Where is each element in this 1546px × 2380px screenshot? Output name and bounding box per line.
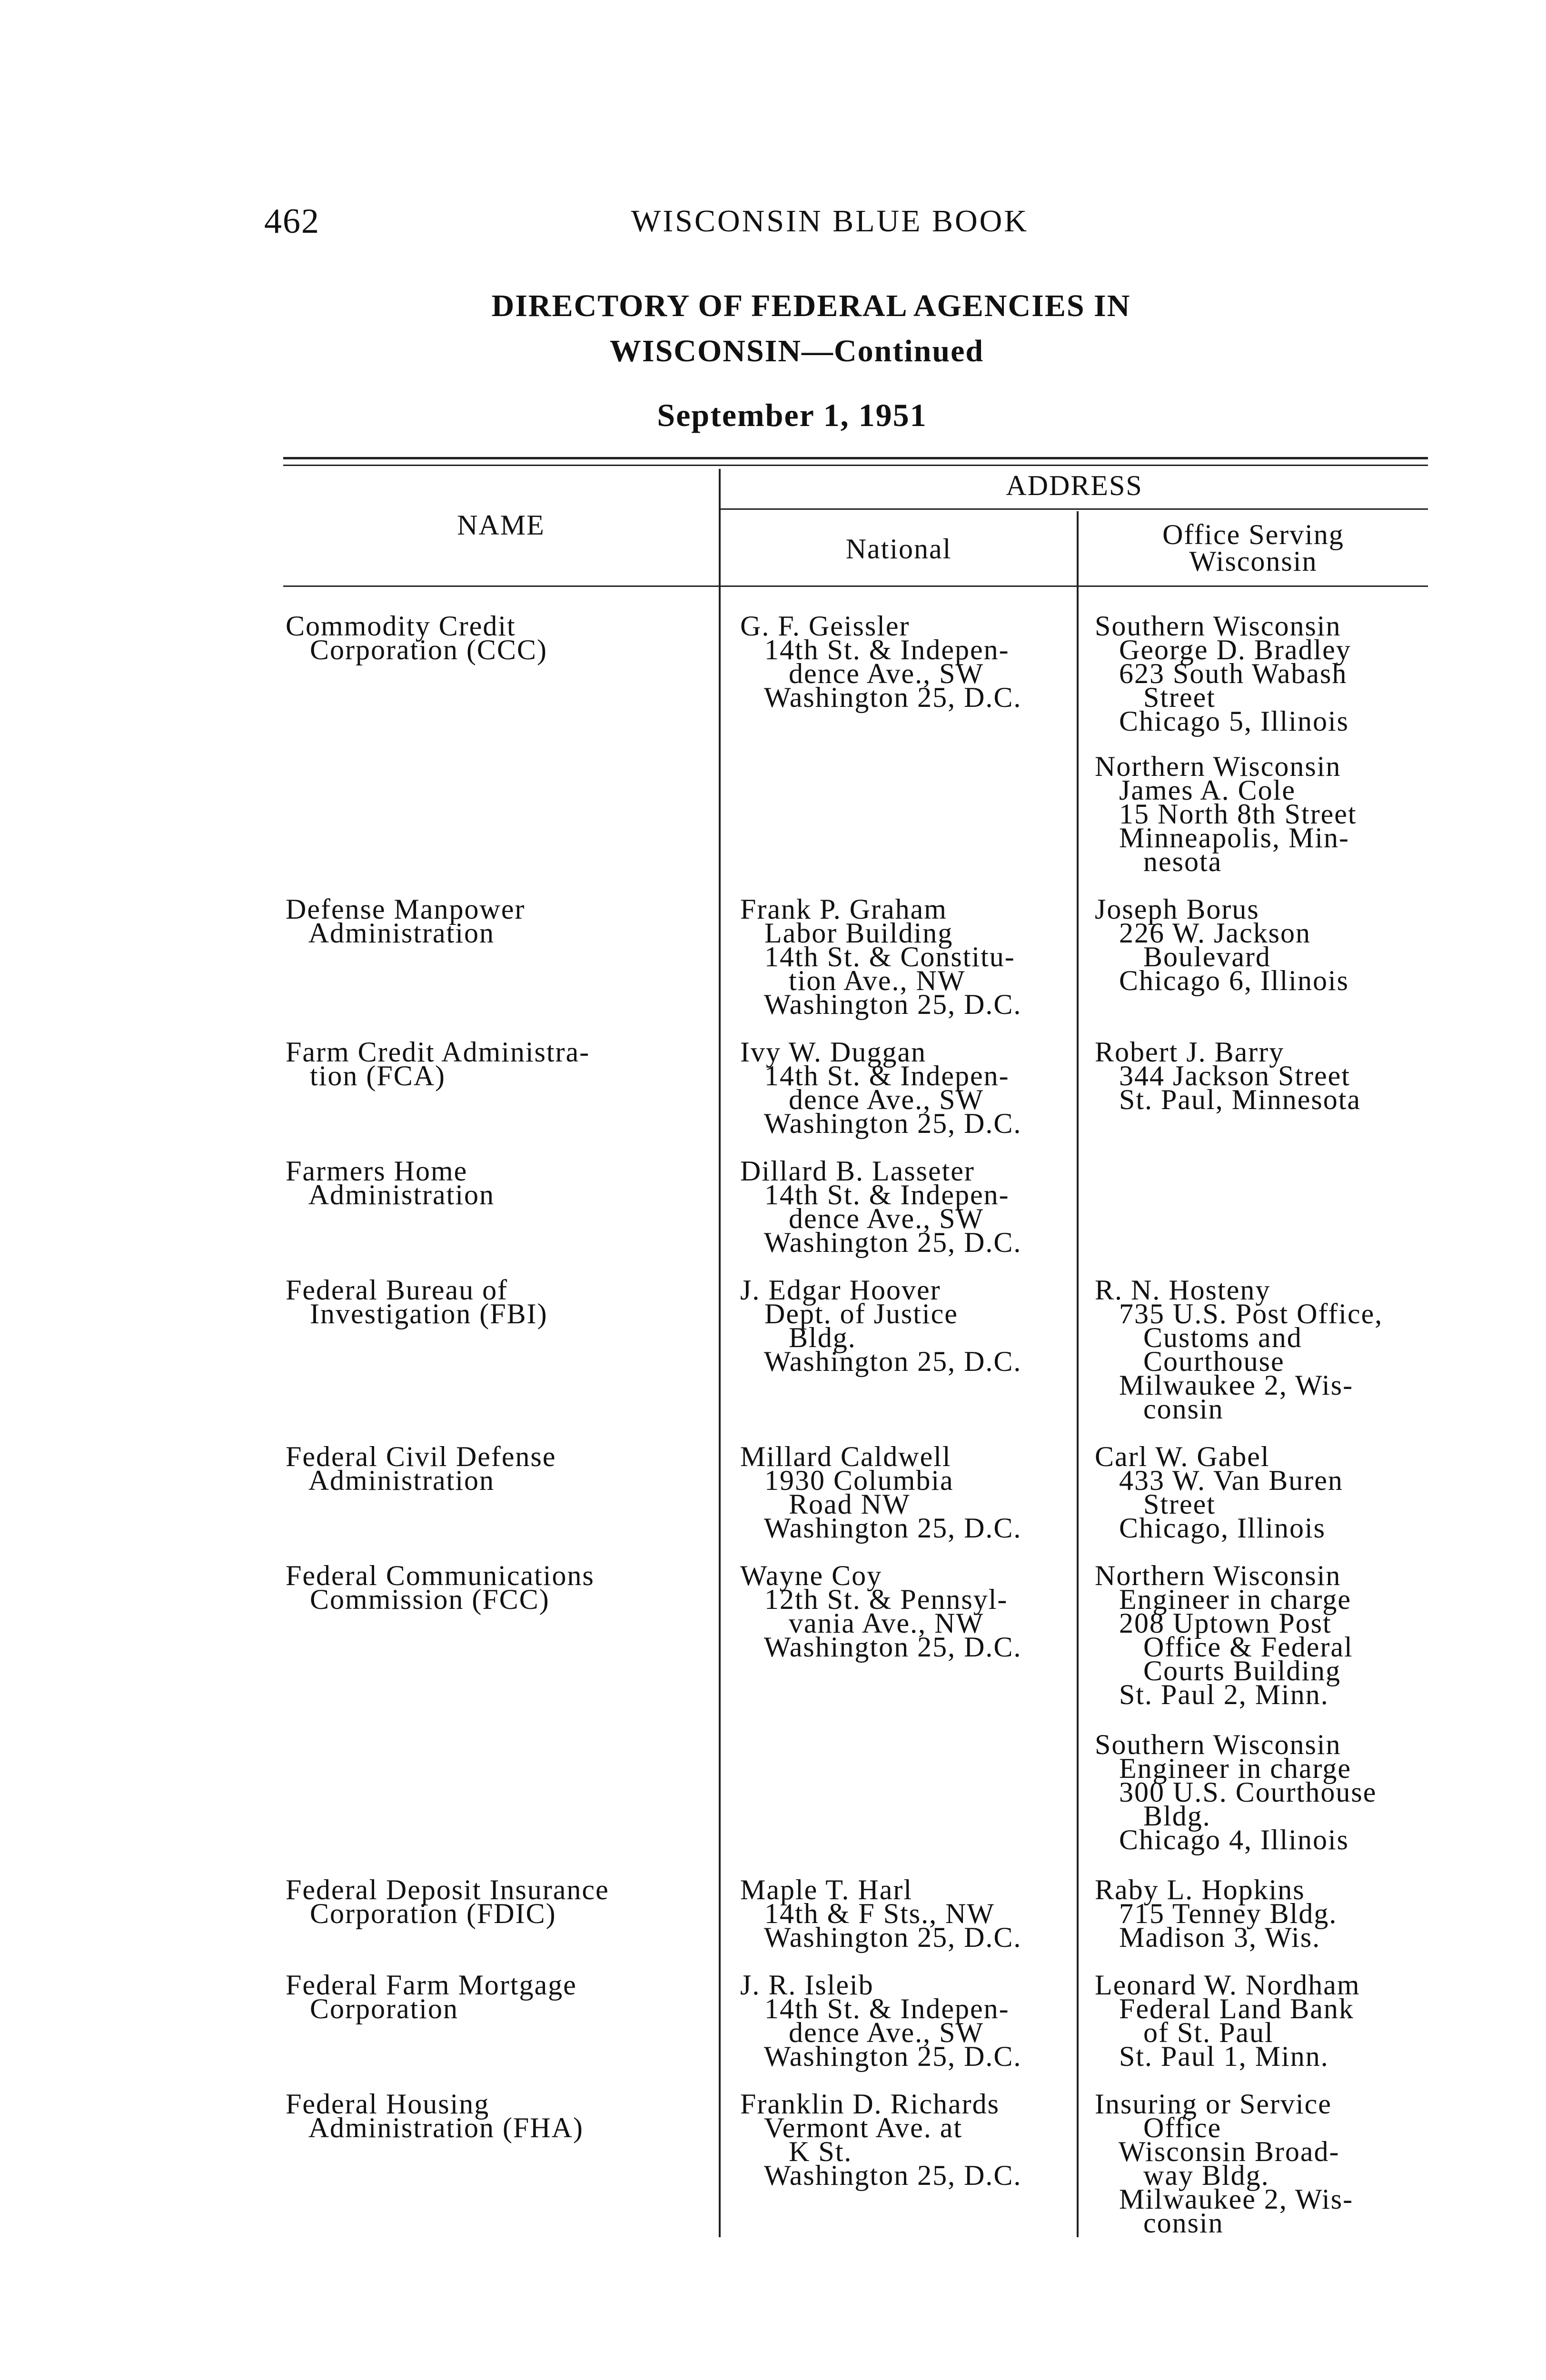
table-top-rule-thin [283, 465, 1428, 466]
agency-name: Federal Farm Mortgage Corporation [286, 1969, 577, 2024]
agency-name: Defense Manpower Administration [286, 893, 525, 949]
national-address: J. R. Isleib 14th St. & Indepen- dence Ave., SW Washington 25, D.C. [740, 1969, 1022, 2072]
column-header-name: NAME [457, 509, 545, 541]
national-address: Frank P. Graham Labor Building 14th St. & Constitu- tion Ave., NW Washington 25, D.C. [740, 893, 1022, 1020]
column-divider-national-office [1077, 511, 1079, 2237]
office-address: Leonard W. Nordham Federal Land Bank of St. Paul St. Paul 1, Minn. [1095, 1969, 1360, 2072]
national-address: J. Edgar Hoover Dept. of Justice Bldg. Washington 25, D.C. [740, 1274, 1022, 1377]
directory-date: September 1, 1951 [657, 397, 927, 433]
column-header-office: Office Serving Wisconsin [1162, 519, 1344, 577]
running-head [0, 200, 1546, 243]
column-divider-name-national [719, 469, 721, 2237]
national-address: Dillard B. Lasseter 14th St. & Indepen- dence Ave., SW Washington 25, D.C. [740, 1155, 1022, 1258]
agency-name: Federal Communications Commission (FCC) [286, 1560, 595, 1615]
national-address: Wayne Coy 12th St. & Pennsyl- vania Ave., NW Washington 25, D.C. [740, 1560, 1022, 1663]
national-address: G. F. Geissler 14th St. & Indepen- dence Ave., SW Washington 25, D.C. [740, 610, 1022, 713]
national-address: Millard Caldwell 1930 Columbia Road NW Washington 25, D.C. [740, 1441, 1022, 1544]
agency-name: Federal Deposit Insurance Corporation (FDIC) [286, 1874, 609, 1929]
office-address: Carl W. Gabel 433 W. Van Buren Street Chicago, Illinois [1095, 1441, 1343, 1544]
agency-name: Commodity Credit Corporation (CCC) [286, 610, 547, 665]
national-address: Ivy W. Duggan 14th St. & Indepen- dence Ave., SW Washington 25, D.C. [740, 1036, 1022, 1139]
office-address: Raby L. Hopkins 715 Tenney Bldg. Madison 3, Wis. [1095, 1874, 1338, 1953]
address-header-rule [719, 508, 1428, 510]
office-address: Southern Wisconsin Engineer in charge 300 U.S. Courthouse Bldg. Chicago 4, Illinois [1095, 1729, 1377, 1855]
office-address: Northern Wisconsin James A. Cole 15 North 8th Street Minneapolis, Min- nesota [1095, 751, 1357, 877]
agency-name: Federal Bureau of Investigation (FBI) [286, 1274, 548, 1329]
table-top-rule [283, 457, 1428, 459]
page-number: 462 [264, 202, 320, 241]
national-address: Maple T. Harl 14th & F Sts., NW Washington 25, D.C. [740, 1874, 1022, 1953]
book-title: WISCONSIN BLUE BOOK [631, 204, 1029, 238]
office-address: Southern Wisconsin George D. Bradley 623 South Wabash Street Chicago 5, Illinois [1095, 610, 1351, 737]
office-address: R. N. Hosteny 735 U.S. Post Office, Customs and Courthouse Milwaukee 2, Wis- consin [1095, 1274, 1383, 1425]
column-header-address: ADDRESS [1006, 470, 1143, 501]
agency-name: Federal Housing Administration (FHA) [286, 2088, 584, 2143]
national-address: Franklin D. Richards Vermont Ave. at K St. Washington 25, D.C. [740, 2088, 1022, 2191]
agency-name: Farmers Home Administration [286, 1155, 495, 1210]
office-address: Insuring or Service Office Wisconsin Broad- way Bldg. Milwaukee 2, Wis- consin [1095, 2088, 1354, 2239]
directory-title: DIRECTORY OF FEDERAL AGENCIES IN [491, 288, 1131, 323]
office-address: Northern Wisconsin Engineer in charge 208 Uptown Post Office & Federal Courts Building St. Paul 2, Minn. [1095, 1560, 1353, 1710]
column-header-rule [283, 585, 1428, 587]
column-header-national: National [845, 533, 952, 565]
agency-name: Farm Credit Administra- tion (FCA) [286, 1036, 590, 1091]
directory-subtitle: WISCONSIN—Continued [609, 334, 984, 368]
agency-name: Federal Civil Defense Administration [286, 1441, 556, 1496]
office-address: Robert J. Barry 344 Jackson Street St. Paul, Minnesota [1095, 1036, 1361, 1115]
office-address: Joseph Borus 226 W. Jackson Boulevard Chicago 6, Illinois [1095, 893, 1349, 996]
